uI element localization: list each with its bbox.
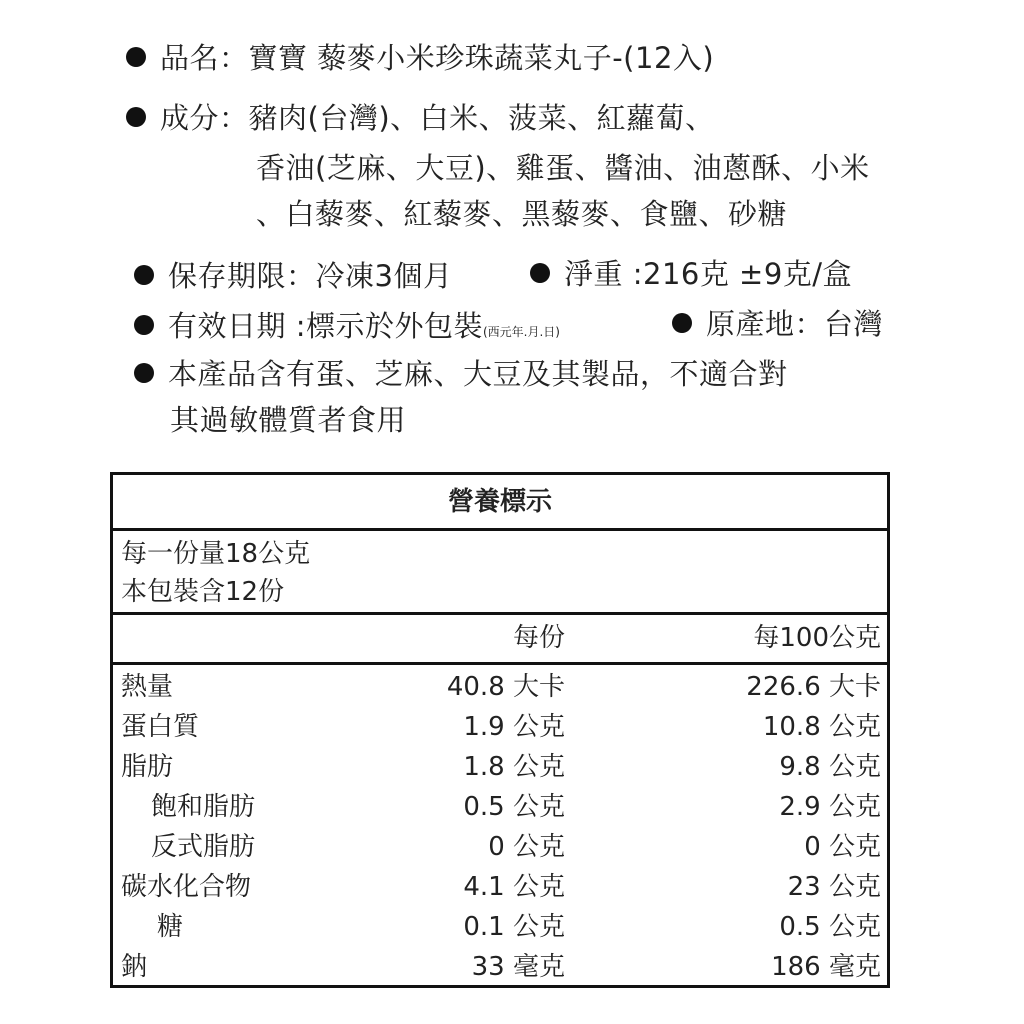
nutrient-name: 蛋白質 (121, 712, 200, 742)
nutrient-row-sodium (113, 947, 887, 987)
nutrition-header-row (113, 615, 887, 665)
ingredients-text-1: 成分：豬肉(台灣)、白米、菠菜、紅蘿蔔、 (160, 101, 715, 135)
bullet-icon (672, 313, 692, 333)
nutrient-row-saturated-fat (113, 787, 887, 827)
nutrient-name: 脂肪 (121, 752, 174, 782)
nutrient-per-100g: 0.5 公克 (779, 912, 881, 942)
header-per-serving: 每份 (512, 623, 565, 653)
bullet-icon (530, 263, 550, 283)
nutrient-row-trans-fat (113, 827, 887, 867)
nutrient-per-100g: 9.8 公克 (779, 752, 881, 782)
nutrient-name: 反式脂肪 (151, 832, 256, 862)
shelf-life-line (134, 258, 452, 294)
bullet-icon (126, 107, 146, 127)
nutrient-name: 飽和脂肪 (151, 792, 256, 822)
nutrient-per-100g: 23 公克 (787, 872, 881, 902)
expiry-line (134, 308, 560, 350)
nutrient-row-fat (113, 747, 887, 787)
serving-info (113, 531, 887, 615)
nutrition-title: 營養標示 (113, 475, 887, 531)
allergen-line-2: 其過敏體質者食用 (170, 403, 407, 437)
header-per-100g: 每100公克 (753, 623, 881, 653)
bullet-icon (134, 315, 154, 335)
nutrient-row-carbohydrate (113, 867, 887, 907)
net-weight: 淨重 :216克 ±9克/盒 (564, 257, 853, 291)
expiry-note: (西元年.月.日) (483, 325, 560, 339)
product-name-line (126, 40, 714, 76)
ingredients-line-3: 、白藜麥、紅藜麥、黑藜麥、食鹽、砂糖 (256, 197, 788, 231)
nutrition-table (110, 472, 890, 988)
origin-line (672, 306, 883, 342)
nutrient-per-serving: 0 公克 (488, 832, 565, 862)
nutrient-per-serving: 0.5 公克 (463, 792, 565, 822)
nutrient-per-100g: 2.9 公克 (779, 792, 881, 822)
bullet-icon (134, 265, 154, 285)
nutrient-per-100g: 0 公克 (804, 832, 881, 862)
nutrient-per-100g: 10.8 公克 (762, 712, 881, 742)
nutrient-per-serving: 1.8 公克 (463, 752, 565, 782)
nutrient-name: 糖 (157, 912, 184, 942)
net-weight-line (530, 256, 852, 292)
nutrient-per-100g: 226.6 大卡 (746, 672, 881, 702)
nutrient-name: 碳水化合物 (121, 872, 252, 902)
allergen-line-1 (134, 356, 788, 392)
nutrient-row-energy (113, 667, 887, 707)
ingredients-line-2: 香油(芝麻、大豆)、雞蛋、醬油、油蔥酥、小米 (256, 151, 870, 185)
nutrient-row-protein (113, 707, 887, 747)
ingredients-line-1 (126, 100, 715, 136)
nutrient-per-serving: 4.1 公克 (463, 872, 565, 902)
product-name: 品名：寶寶 藜麥小米珍珠蔬菜丸子-(12入) (160, 41, 715, 75)
servings-per-package: 本包裝含12份 (121, 577, 285, 607)
shelf-life: 保存期限：冷凍3個月 (168, 259, 453, 293)
allergen-text-1: 本產品含有蛋、芝麻、大豆及其製品，不適合對 (168, 357, 788, 391)
nutrient-name: 鈉 (121, 952, 148, 982)
nutrient-name: 熱量 (121, 672, 174, 702)
bullet-icon (126, 47, 146, 67)
nutrient-per-serving: 33 毫克 (471, 952, 565, 982)
origin: 原產地：台灣 (706, 307, 884, 341)
nutrient-per-serving: 1.9 公克 (463, 712, 565, 742)
nutrient-per-100g: 186 毫克 (771, 952, 881, 982)
nutrient-row-sugar (113, 907, 887, 947)
serving-size: 每一份量18公克 (121, 539, 311, 569)
nutrient-per-serving: 0.1 公克 (463, 912, 565, 942)
nutrient-per-serving: 40.8 大卡 (446, 672, 565, 702)
bullet-icon (134, 363, 154, 383)
expiry-label: 有效日期 :標示於外包裝 (168, 309, 483, 343)
